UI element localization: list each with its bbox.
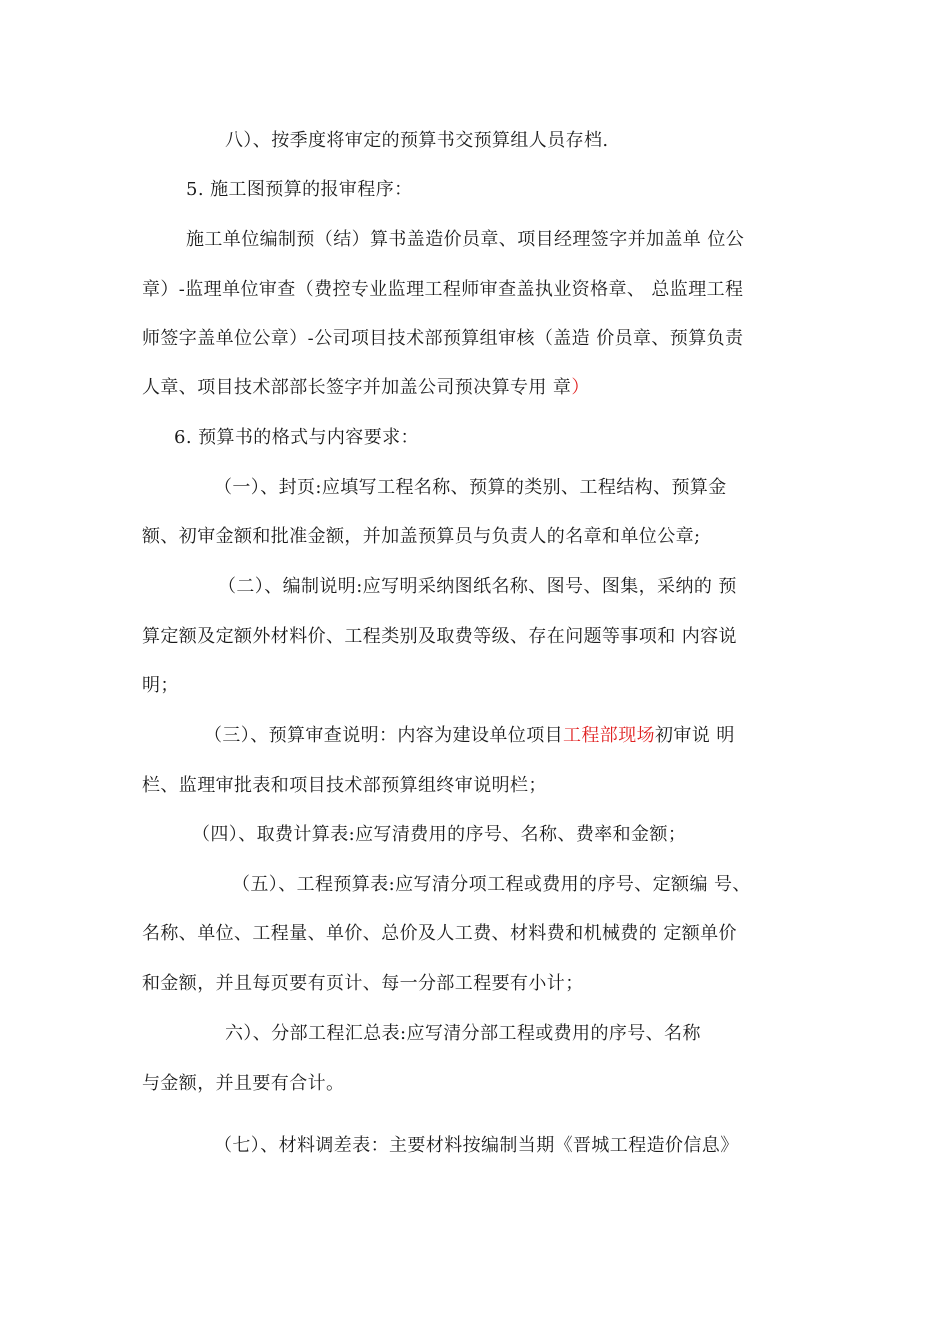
procedure-line-4-red-paren: ） (571, 377, 590, 398)
item-3-text-c: 初审说 明 (655, 725, 735, 746)
item-3-line-1 (204, 724, 735, 748)
procedure-line-4 (142, 376, 590, 400)
archive-clause: 八）、按季度将审定的预算书交预算组人员存档. (225, 130, 609, 151)
item-6-line-2: 与金额，并且要有合计。 (142, 1073, 345, 1094)
item-2-line-3: 明； (142, 675, 179, 696)
procedure-line-3: 师签字盖单位公章）-公司项目技术部预算组审核（盖造 价员章、预算负责 (142, 328, 744, 349)
item-3-line-2: 栏、监理审批表和项目技术部预算组终审说明栏； (142, 775, 547, 796)
item-3-text-a: （三）、预算审查说明：内容为建设单位项目 (204, 725, 563, 746)
item-5-line-3: 和金额，并且每页要有页计、每一分部工程要有小计； (142, 973, 584, 994)
item-4-line-1: （四）、取费计算表:应写清费用的序号、名称、费率和金额； (192, 824, 687, 845)
item-5-line-1: （五）、工程预算表:应写清分项工程或费用的序号、定额编 号、 (232, 874, 751, 895)
procedure-line-4-text: 人章、项目技术部部长签字并加盖公司预决算专用 章 (142, 377, 572, 398)
item-2-line-2: 算定额及定额外材料价、工程类别及取费等级、存在问题等事项和 内容说 (142, 626, 737, 647)
item-5-line-2: 名称、单位、工程量、单价、总价及人工费、材料费和机械费的 定额单价 (142, 923, 737, 944)
item-1-line-1: （一）、封页:应填写工程名称、预算的类别、工程结构、预算金 (214, 477, 727, 498)
procedure-line-2: 章）-监理单位审查（费控专业监理工程师审查盖执业资格章、 总监理工程 (142, 279, 744, 300)
section-5-heading: 5. 施工图预算的报审程序： (186, 179, 413, 200)
item-1-line-2: 额、初审金额和批准金额，并加盖预算员与负责人的名章和单位公章; (142, 526, 701, 547)
section-6-heading: 6. 预算书的格式与内容要求： (174, 427, 419, 448)
item-3-red-highlight: 工程部现场 (563, 725, 655, 746)
item-7-line-1: （七）、材料调差表：主要材料按编制当期《晋城工程造价信息》 (214, 1135, 739, 1156)
item-6-line-1: 六）、分部工程汇总表:应写清分部工程或费用的序号、名称 (225, 1023, 701, 1044)
item-2-line-1: （二）、编制说明:应写明采纳图纸名称、图号、图集，采纳的 预 (218, 576, 737, 597)
procedure-line-1: 施工单位编制预（结）算书盖造价员章、项目经理签字并加盖单 位公 (186, 229, 745, 250)
